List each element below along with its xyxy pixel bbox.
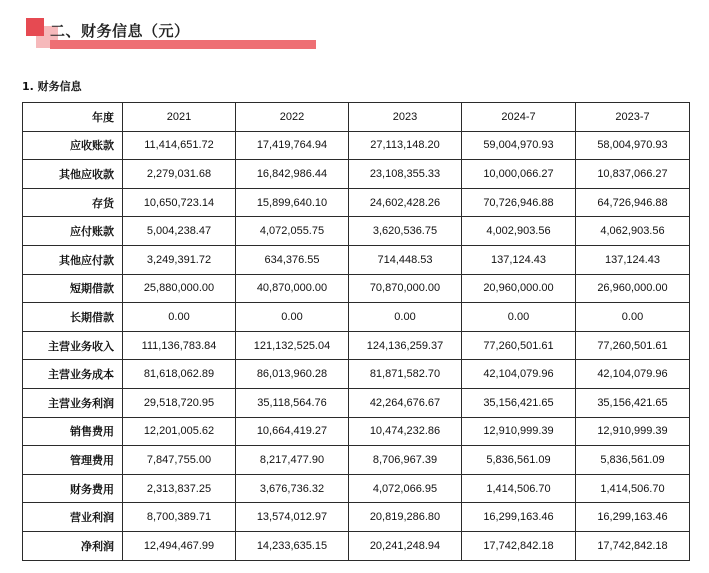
table-header-row xyxy=(23,103,690,132)
header-underline-bar xyxy=(50,40,316,49)
table-row xyxy=(23,360,690,389)
table-row xyxy=(23,245,690,274)
table-cell: 8,700,389.71 xyxy=(123,503,236,532)
financial-table xyxy=(22,102,690,561)
table-cell: 4,002,903.56 xyxy=(462,217,576,246)
column-header: 2024-7 xyxy=(462,103,576,132)
column-header: 2022 xyxy=(236,103,349,132)
table-row xyxy=(23,446,690,475)
header-label-cell: 年度 xyxy=(23,103,123,132)
column-header: 2021 xyxy=(123,103,236,132)
table-cell: 17,742,842.18 xyxy=(462,531,576,560)
table-cell: 14,233,635.15 xyxy=(236,531,349,560)
table-cell: 13,574,012.97 xyxy=(236,503,349,532)
table-cell: 15,899,640.10 xyxy=(236,188,349,217)
column-header: 2023-7 xyxy=(576,103,690,132)
table-cell: 81,871,582.70 xyxy=(349,360,462,389)
table-cell: 35,156,421.65 xyxy=(576,388,690,417)
table-cell: 17,419,764.94 xyxy=(236,131,349,160)
row-label: 存货 xyxy=(23,188,123,217)
table-cell: 5,836,561.09 xyxy=(462,446,576,475)
table-row xyxy=(23,160,690,189)
table-cell: 20,819,286.80 xyxy=(349,503,462,532)
table-cell: 111,136,783.84 xyxy=(123,331,236,360)
row-label: 主营业务收入 xyxy=(23,331,123,360)
table-cell: 10,000,066.27 xyxy=(462,160,576,189)
row-label: 财务费用 xyxy=(23,474,123,503)
row-label: 长期借款 xyxy=(23,303,123,332)
table-row xyxy=(23,274,690,303)
table-cell: 1,414,506.70 xyxy=(576,474,690,503)
table-cell: 20,241,248.94 xyxy=(349,531,462,560)
table-cell: 70,870,000.00 xyxy=(349,274,462,303)
row-label: 营业利润 xyxy=(23,503,123,532)
table-cell: 81,618,062.89 xyxy=(123,360,236,389)
table-cell: 0.00 xyxy=(349,303,462,332)
table-cell: 12,910,999.39 xyxy=(576,417,690,446)
table-cell: 5,004,238.47 xyxy=(123,217,236,246)
table-cell: 2,313,837.25 xyxy=(123,474,236,503)
table-cell: 0.00 xyxy=(236,303,349,332)
row-label: 短期借款 xyxy=(23,274,123,303)
table-cell: 77,260,501.61 xyxy=(576,331,690,360)
table-row xyxy=(23,188,690,217)
table-cell: 4,072,055.75 xyxy=(236,217,349,246)
table-row xyxy=(23,503,690,532)
table-row xyxy=(23,131,690,160)
table-cell: 12,494,467.99 xyxy=(123,531,236,560)
table-cell: 124,136,259.37 xyxy=(349,331,462,360)
table-row xyxy=(23,303,690,332)
table-cell: 8,217,477.90 xyxy=(236,446,349,475)
table-cell: 27,113,148.20 xyxy=(349,131,462,160)
table-cell: 2,279,031.68 xyxy=(123,160,236,189)
table-cell: 59,004,970.93 xyxy=(462,131,576,160)
header-decor-square-dark xyxy=(26,18,44,36)
table-cell: 24,602,428.26 xyxy=(349,188,462,217)
row-label: 主营业务利润 xyxy=(23,388,123,417)
table-cell: 714,448.53 xyxy=(349,245,462,274)
table-cell: 5,836,561.09 xyxy=(576,446,690,475)
row-label: 销售费用 xyxy=(23,417,123,446)
row-label: 应收账款 xyxy=(23,131,123,160)
table-cell: 25,880,000.00 xyxy=(123,274,236,303)
table-cell: 121,132,525.04 xyxy=(236,331,349,360)
section-title: 二、财务信息（元） xyxy=(50,22,190,40)
table-cell: 42,264,676.67 xyxy=(349,388,462,417)
table-cell: 86,013,960.28 xyxy=(236,360,349,389)
row-label: 其他应收款 xyxy=(23,160,123,189)
table-cell: 42,104,079.96 xyxy=(462,360,576,389)
table-cell: 3,676,736.32 xyxy=(236,474,349,503)
table-cell: 16,299,163.46 xyxy=(462,503,576,532)
table-cell: 7,847,755.00 xyxy=(123,446,236,475)
table-cell: 17,742,842.18 xyxy=(576,531,690,560)
table-cell: 42,104,079.96 xyxy=(576,360,690,389)
table-cell: 0.00 xyxy=(123,303,236,332)
table-cell: 11,414,651.72 xyxy=(123,131,236,160)
subsection-title: 1. 财务信息 xyxy=(22,80,82,93)
table-row xyxy=(23,331,690,360)
table-cell: 29,518,720.95 xyxy=(123,388,236,417)
table-cell: 137,124.43 xyxy=(576,245,690,274)
table-cell: 26,960,000.00 xyxy=(576,274,690,303)
table-cell: 3,249,391.72 xyxy=(123,245,236,274)
table-cell: 77,260,501.61 xyxy=(462,331,576,360)
table-cell: 4,072,066.95 xyxy=(349,474,462,503)
table-row xyxy=(23,388,690,417)
table-cell: 137,124.43 xyxy=(462,245,576,274)
table-row xyxy=(23,417,690,446)
column-header: 2023 xyxy=(349,103,462,132)
section-header xyxy=(22,14,318,50)
row-label: 净利润 xyxy=(23,531,123,560)
table-cell: 70,726,946.88 xyxy=(462,188,576,217)
table-cell: 0.00 xyxy=(462,303,576,332)
table-cell: 1,414,506.70 xyxy=(462,474,576,503)
table-cell: 35,156,421.65 xyxy=(462,388,576,417)
table-cell: 634,376.55 xyxy=(236,245,349,274)
table-cell: 20,960,000.00 xyxy=(462,274,576,303)
table-cell: 10,474,232.86 xyxy=(349,417,462,446)
table-cell: 8,706,967.39 xyxy=(349,446,462,475)
table-cell: 0.00 xyxy=(576,303,690,332)
table-row xyxy=(23,217,690,246)
table-cell: 10,837,066.27 xyxy=(576,160,690,189)
row-label: 主营业务成本 xyxy=(23,360,123,389)
table-row xyxy=(23,531,690,560)
table-cell: 12,910,999.39 xyxy=(462,417,576,446)
table-cell: 10,650,723.14 xyxy=(123,188,236,217)
row-label: 其他应付款 xyxy=(23,245,123,274)
table-cell: 10,664,419.27 xyxy=(236,417,349,446)
table-cell: 23,108,355.33 xyxy=(349,160,462,189)
table-cell: 12,201,005.62 xyxy=(123,417,236,446)
row-label: 应付账款 xyxy=(23,217,123,246)
table-cell: 4,062,903.56 xyxy=(576,217,690,246)
table-cell: 64,726,946.88 xyxy=(576,188,690,217)
table-cell: 35,118,564.76 xyxy=(236,388,349,417)
table-cell: 16,842,986.44 xyxy=(236,160,349,189)
row-label: 管理费用 xyxy=(23,446,123,475)
table-cell: 3,620,536.75 xyxy=(349,217,462,246)
table-cell: 16,299,163.46 xyxy=(576,503,690,532)
table-row xyxy=(23,474,690,503)
table-cell: 40,870,000.00 xyxy=(236,274,349,303)
table-cell: 58,004,970.93 xyxy=(576,131,690,160)
